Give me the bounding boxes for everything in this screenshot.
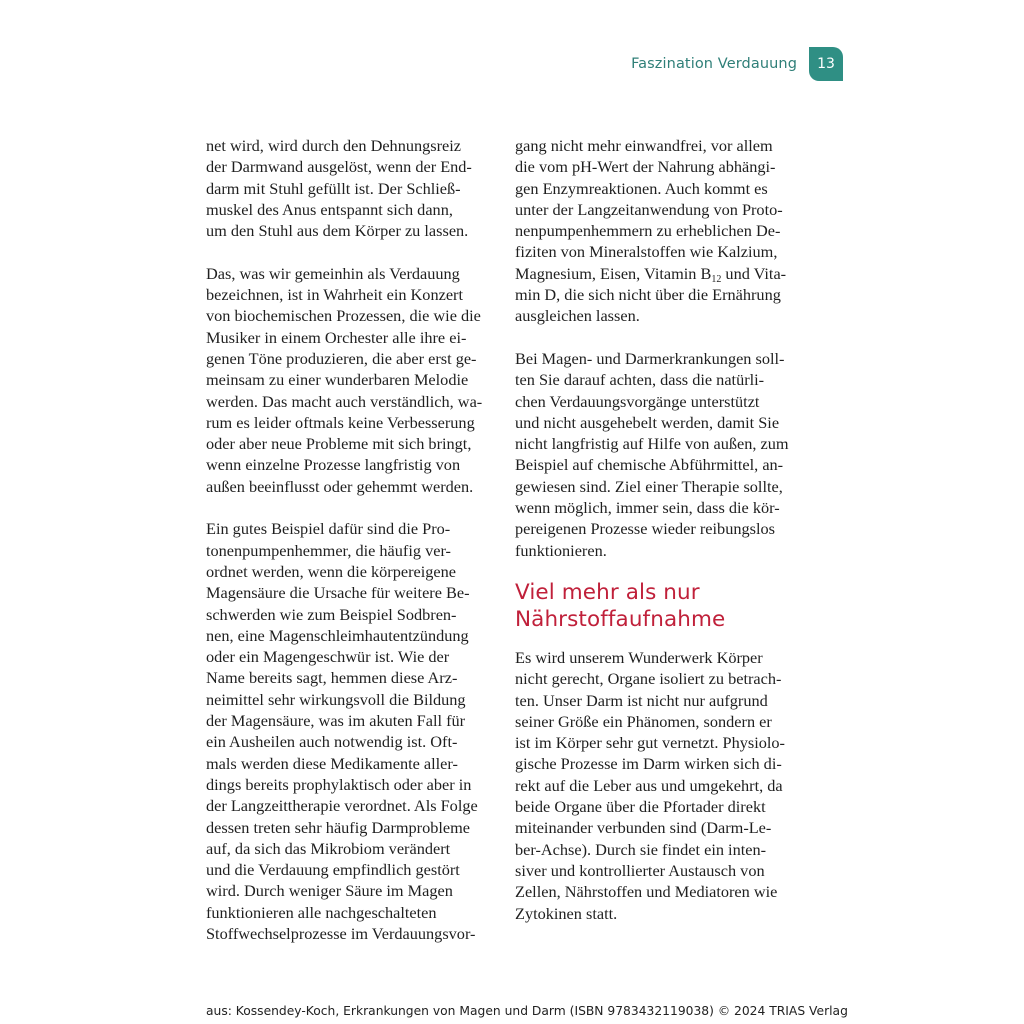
text-line: Beispiel auf chemische Abführmittel, an- bbox=[515, 455, 784, 475]
section-heading-line: Viel mehr als nur bbox=[515, 579, 700, 605]
section-heading bbox=[515, 579, 805, 634]
text-line: ber-Achse). Durch sie findet ein inten- bbox=[515, 839, 767, 859]
text-line: Zellen, Nährstoffen und Mediatoren wie bbox=[515, 882, 778, 902]
text-line: gang nicht mehr einwandfrei, vor allem bbox=[515, 136, 773, 155]
text-line: miteinander verbunden sind (Darm-Le- bbox=[515, 818, 772, 838]
text-line: gen Enzymreaktionen. Auch kommt es bbox=[515, 178, 768, 198]
text-line: ausgleichen lassen. bbox=[515, 306, 640, 326]
text-line: Ein gutes Beispiel dafür sind die Pro- bbox=[206, 519, 451, 539]
text-line: von biochemischen Prozessen, die wie die bbox=[206, 306, 481, 326]
text-line: der Langzeittherapie verordnet. Als Folge bbox=[206, 796, 478, 816]
paragraph bbox=[206, 263, 496, 497]
text-line: rum es leider oftmals keine Verbesserung bbox=[206, 412, 475, 432]
text-line: chen Verdauungsvorgänge unterstützt bbox=[515, 391, 760, 411]
text-line: nicht langfristig auf Hilfe von außen, zum bbox=[515, 434, 789, 454]
text-line: bezeichnen, ist in Wahrheit ein Konzert bbox=[206, 285, 463, 305]
text-line: ten. Unser Darm ist nicht nur aufgrund bbox=[515, 690, 768, 710]
text-line: schwerden wie zum Beispiel Sodbren- bbox=[206, 604, 457, 624]
text-line: nen, eine Magenschleimhautentzündung bbox=[206, 625, 469, 645]
text-fragment: Magnesium, Eisen, Vitamin B bbox=[515, 263, 712, 283]
text-line: darm mit Stuhl gefüllt ist. Der Schließ- bbox=[206, 178, 461, 198]
running-title: Faszination Verdauung bbox=[631, 56, 797, 72]
text-line: rekt auf die Leber aus und umgekehrt, da bbox=[515, 775, 783, 795]
text-line: Das, was wir gemeinhin als Verdauung bbox=[206, 263, 460, 283]
running-header bbox=[631, 47, 843, 81]
text-line: ein Ausheilen auch notwendig ist. Oft- bbox=[206, 732, 458, 752]
paragraph bbox=[515, 135, 805, 327]
text-line: dessen treten sehr häufig Darmprobleme bbox=[206, 817, 471, 837]
text-line: Magensäure die Ursache für weitere Be- bbox=[206, 583, 470, 603]
text-line: min D, die sich nicht über die Ernährung bbox=[515, 285, 781, 305]
text-line: Zytokinen statt. bbox=[515, 903, 618, 923]
text-line: beide Organe über die Pfortader direkt bbox=[515, 797, 766, 817]
text-line: oder aber neue Probleme mit sich bringt, bbox=[206, 434, 472, 454]
text-fragment: und Vita- bbox=[721, 263, 787, 283]
text-line: nenpumpenhemmern zu erheblichen De- bbox=[515, 221, 781, 241]
text-line: ist im Körper sehr gut vernetzt. Physiolo- bbox=[515, 733, 785, 753]
text-line: seiner Größe ein Phänomen, sondern er bbox=[515, 711, 772, 731]
text-line: siver und kontrollierter Austausch von bbox=[515, 860, 765, 880]
text-line: funktionieren. bbox=[515, 540, 607, 560]
text-line: der Magensäure, was im akuten Fall für bbox=[206, 711, 466, 731]
text-line: ordnet werden, wenn die körpereigene bbox=[206, 561, 456, 581]
text-line: mals werden diese Medikamente aller- bbox=[206, 753, 458, 773]
page-number-badge: 13 bbox=[809, 47, 843, 81]
text-line: Es wird unserem Wunderwerk Körper bbox=[515, 647, 763, 667]
paragraph bbox=[206, 135, 496, 241]
text-line: funktionieren alle nachgeschalteten bbox=[206, 902, 437, 922]
text-line: meinsam zu einer wunderbaren Melodie bbox=[206, 370, 469, 390]
text-line: net wird, wird durch den Dehnungsreiz bbox=[206, 136, 461, 155]
text-line: der Darmwand ausgelöst, wenn der End- bbox=[206, 157, 472, 177]
text-line: nicht gerecht, Organe isoliert zu betrach- bbox=[515, 669, 782, 689]
text-line: und die Verdauung empfindlich gestört bbox=[206, 860, 460, 880]
text-line: die vom pH-Wert der Nahrung abhängi- bbox=[515, 157, 776, 177]
text-line: außen beeinflusst oder gehemmt werden. bbox=[206, 476, 474, 496]
section-heading-line: Nährstoffaufnahme bbox=[515, 607, 726, 633]
text-line: wenn möglich, immer sein, dass die kör- bbox=[515, 498, 780, 518]
paragraph bbox=[515, 348, 805, 561]
text-line: Bei Magen- und Darmerkrankungen soll- bbox=[515, 348, 785, 368]
text-line: und nicht ausgehebelt werden, damit Sie bbox=[515, 412, 780, 432]
paragraph bbox=[206, 518, 496, 944]
text-line: wenn einzelne Prozesse langfristig von bbox=[206, 455, 461, 475]
text-line: muskel des Anus entspannt sich dann, bbox=[206, 199, 453, 219]
left-column bbox=[206, 135, 496, 944]
text-line: Name bereits sagt, hemmen diese Arz- bbox=[206, 668, 458, 688]
text-line: um den Stuhl aus dem Körper zu lassen. bbox=[206, 221, 469, 241]
text-line: unter der Langzeitanwendung von Proto- bbox=[515, 199, 783, 219]
text-line: auf, da sich das Mikrobiom verändert bbox=[206, 838, 451, 858]
right-column bbox=[515, 135, 805, 924]
text-line: gische Prozesse im Darm wirken sich di- bbox=[515, 754, 782, 774]
text-line: pereigenen Prozesse wieder reibungslos bbox=[515, 519, 775, 539]
text-line: gewiesen sind. Ziel einer Therapie sollte, bbox=[515, 476, 783, 496]
paragraph bbox=[515, 647, 805, 924]
source-footer: aus: Kossendey-Koch, Erkrankungen von Magen und Darm (ISBN 9783432119038) © 2024 TRIAS Verlag bbox=[206, 1004, 848, 1018]
text-line: Stoffwechselprozesse im Verdauungsvor- bbox=[206, 923, 476, 943]
text-line: werden. Das macht auch verständlich, wa- bbox=[206, 391, 483, 411]
text-line: Musiker in einem Orchester alle ihre ei- bbox=[206, 327, 467, 347]
text-line: neimittel sehr wirkungsvoll die Bildung bbox=[206, 689, 466, 709]
text-line: ten Sie darauf achten, dass die natürli- bbox=[515, 370, 765, 390]
text-line: dings bereits prophylaktisch oder aber in bbox=[206, 774, 472, 794]
text-line-vitamin bbox=[515, 263, 805, 284]
text-line: tonenpumpenhemmer, die häufig ver- bbox=[206, 540, 451, 560]
text-line: wird. Durch weniger Säure im Magen bbox=[206, 881, 453, 901]
text-line: fiziten von Mineralstoffen wie Kalzium, bbox=[515, 242, 778, 262]
text-line: genen Töne produzieren, die aber erst ge- bbox=[206, 348, 477, 368]
subscript: 12 bbox=[711, 273, 722, 285]
text-line: oder ein Magengeschwür ist. Wie der bbox=[206, 647, 450, 667]
